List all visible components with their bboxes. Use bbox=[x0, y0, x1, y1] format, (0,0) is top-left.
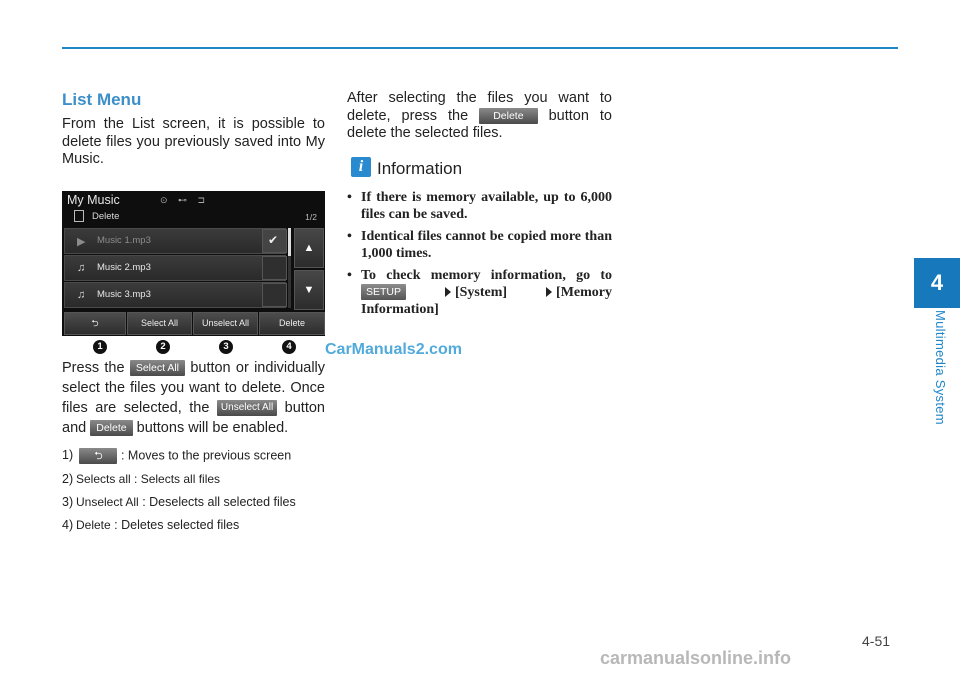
arrow-right-icon bbox=[445, 287, 451, 297]
arrow-right-icon bbox=[546, 287, 552, 297]
chapter-number-tab: 4 bbox=[914, 258, 960, 308]
checkbox bbox=[262, 283, 287, 307]
music-note-icon: ♫ bbox=[77, 288, 86, 301]
scroll-up-icon: ▲ bbox=[294, 228, 324, 268]
list-item: 1) ⮌ : Moves to the previous screen bbox=[62, 447, 292, 462]
bullet-item: • If there is memory available, up to 6,000 files can be saved. bbox=[347, 189, 612, 223]
scrollbar bbox=[288, 228, 291, 308]
list-item: 2) Selects all : Selects all files bbox=[62, 471, 221, 486]
button-description-list bbox=[62, 448, 325, 533]
delete-label: Delete bbox=[90, 420, 132, 436]
subheader-label: Delete bbox=[92, 210, 120, 222]
callout-row bbox=[62, 336, 325, 358]
bullet-item: • Identical files cannot be copied more than 1,000 times. bbox=[347, 228, 612, 262]
list-icon bbox=[74, 210, 84, 222]
left-column bbox=[62, 90, 325, 541]
callout-1: 1 bbox=[93, 340, 107, 354]
information-bullets bbox=[347, 189, 612, 318]
checkbox bbox=[262, 256, 287, 280]
section-heading: List Menu bbox=[62, 90, 142, 109]
footer-watermark: carmanualsonline.info bbox=[600, 648, 792, 668]
screen-title: My Music bbox=[67, 192, 120, 207]
screen-button-bar bbox=[62, 312, 325, 334]
unselect-all-label: Unselect All bbox=[217, 400, 277, 416]
header-rule bbox=[62, 47, 898, 49]
watermark: CarManuals2.com bbox=[325, 341, 462, 358]
list-item-label: Music 2.mp3 bbox=[97, 261, 151, 273]
list-item-label: Music 3.mp3 bbox=[97, 288, 151, 300]
list-item bbox=[64, 282, 286, 308]
list-item-label: Music 1.mp3 bbox=[97, 234, 151, 246]
play-icon: ▶ bbox=[77, 235, 86, 248]
bullet-item: • To check memory information, go to SETUP [System] [Memory Information] bbox=[347, 267, 612, 318]
music-note-icon: ♫ bbox=[77, 261, 86, 274]
select-all-button-image: Select All bbox=[127, 312, 192, 335]
scrollbar-thumb bbox=[288, 228, 291, 256]
chapter-label: Multimedia System bbox=[933, 310, 948, 425]
information-heading: i Information bbox=[347, 159, 612, 179]
callout-4: 4 bbox=[282, 340, 296, 354]
info-icon: i bbox=[351, 157, 371, 177]
status-icons: ⊙ ⊷ ⊐ bbox=[160, 194, 210, 205]
list-item: 4) Delete : Deletes selected files bbox=[62, 517, 240, 532]
scroll-down-icon: ▼ bbox=[294, 270, 324, 310]
page-number: 4-51 bbox=[862, 633, 891, 649]
page-indicator: 1/2 bbox=[305, 211, 317, 222]
list-item bbox=[64, 255, 286, 281]
intro-paragraph: From the List screen, it is possible to delete files you previously saved into My Music. bbox=[62, 116, 325, 167]
back-icon: ⮌ bbox=[79, 448, 117, 464]
after-select-paragraph: After selecting the files you want to delete, press the Delete button to delete the selected files. bbox=[347, 90, 612, 141]
back-icon: ⮌ bbox=[64, 312, 126, 335]
check-icon: ✔ bbox=[268, 232, 279, 247]
callout-3: 3 bbox=[219, 340, 233, 354]
checkbox bbox=[262, 229, 287, 253]
screen-subheader bbox=[65, 208, 323, 226]
list-item: 3) Unselect All : Deselects all selected files bbox=[62, 494, 296, 509]
delete-label: Delete bbox=[479, 108, 537, 124]
unselect-all-button-image: Unselect All bbox=[193, 312, 258, 335]
delete-button-image: Delete bbox=[259, 312, 325, 335]
my-music-screen-image bbox=[62, 191, 325, 336]
right-column bbox=[347, 90, 612, 323]
callout-2: 2 bbox=[156, 340, 170, 354]
select-all-label: Select All bbox=[130, 360, 185, 376]
setup-label: SETUP bbox=[361, 284, 406, 300]
list-item bbox=[64, 228, 286, 254]
press-paragraph: Press the Select All button or individually select the files you want to delete. Once files are selected, the Unselect All button and Delete buttons will be enabled. bbox=[62, 359, 326, 436]
